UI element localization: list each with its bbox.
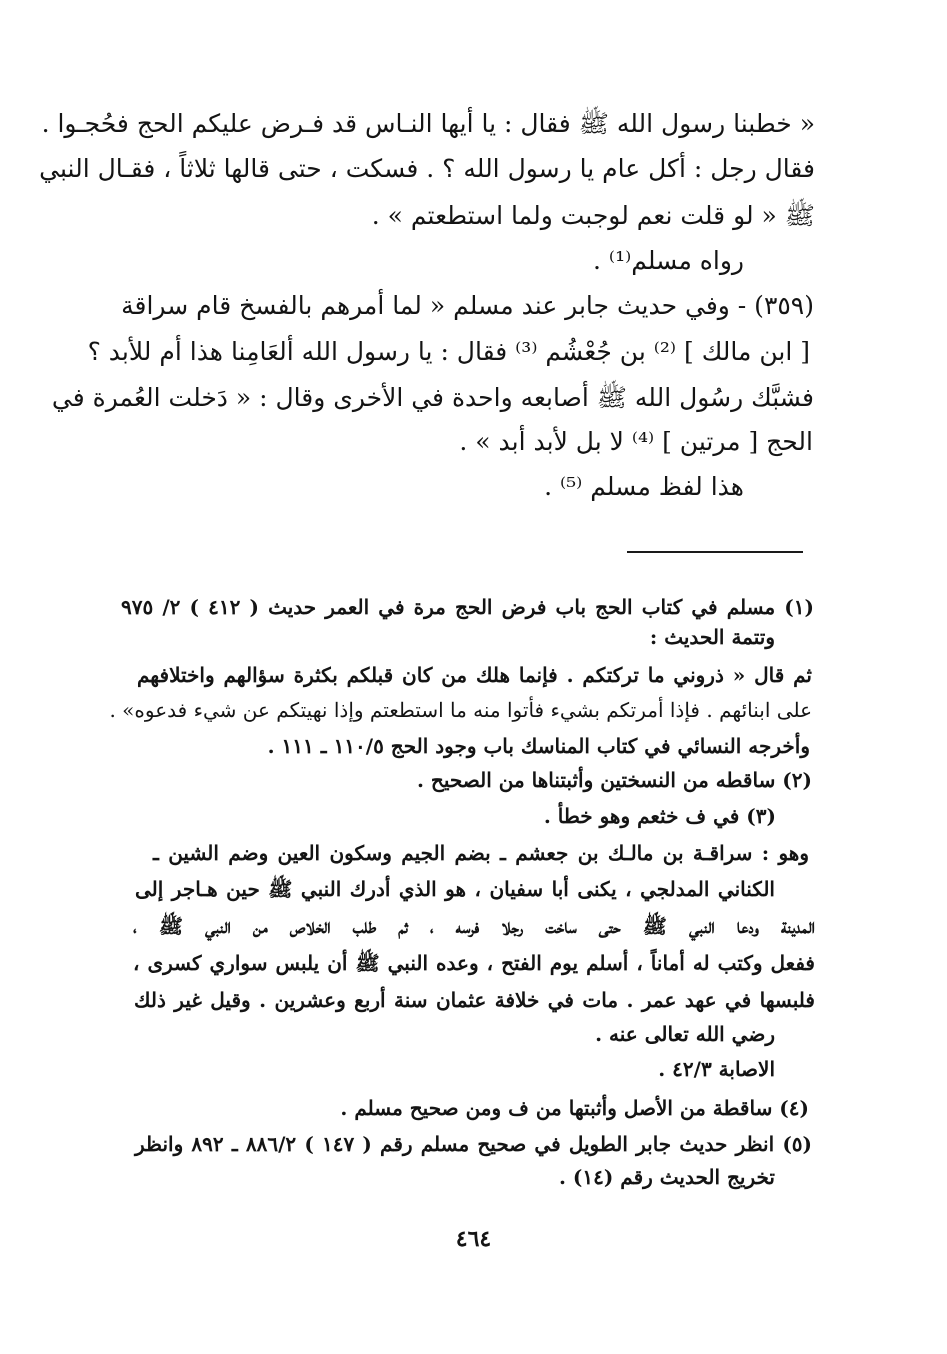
page-number: ٤٦٤ (455, 1226, 492, 1252)
footnote-3-line-1: (٣) في ف خثعم وهو خطأ . (543, 804, 776, 828)
footnote-3-line-3: الكناني المدلجي ، يكنى أبا سفيان ، هو الذي أدرك النبي ﷺ حين هـاجر إلى (135, 877, 775, 901)
body-line-6: [ ابن مالك ] ⁽²⁾ بن جُعْشُم ⁽³⁾ فقال : يا رسول الله ألعَامِنا هذا أم للأبد ؟ (87, 337, 810, 366)
footnote-3-line-5: ففعل وكتب له أماناً ، أسلم يوم الفتح ، وعده النبي ﷺ أن يلبس سواري كسرى ، (133, 951, 815, 975)
footnote-4: (٤) ساقطة من الأصل وأثبتها من ف ومن صحيح مسلم . (340, 1096, 809, 1120)
body-line-3: ﷺ « لو قلت نعم لوجبت ولما استطعتم » . (371, 201, 815, 230)
footnote-1-line-3: ثم قال « ذروني ما تركتكم . فإنما هلك من كان قبلكم بكثرة سؤالهم واختلافهم (137, 663, 812, 687)
body-line-5: (٣٥٩) - وفي حديث جابر عند مسلم « لما أمرهم بالفسخ قام سراقة (121, 291, 814, 320)
footnote-5-line-2: تخريج الحديث رقم (١٤) . (558, 1165, 775, 1189)
footnote-1-line-4: على ابنائهم . فإذا أمرتكم بشيء فأتوا منه ما استطعتم وإذا نهيتكم عن شيء فدعوه» . (109, 698, 812, 722)
footnote-1-line-2: وتتمة الحديث : (649, 625, 775, 649)
footnote-3-line-6: فلبسها في عهد عمر . مات في خلافة عثمان سنة أربع وعشرين . وقيل غير ذلك (134, 988, 815, 1012)
footnote-3-line-7: رضي الله تعالى عنه . (595, 1022, 775, 1046)
body-line-9: هذا لفظ مسلم ⁽⁵⁾ . (544, 472, 744, 501)
footnote-3-line-8: الاصابة ٤٢/٣ . (658, 1057, 775, 1081)
footnote-separator (627, 551, 803, 553)
footnote-1-line-5: وأخرجه النسائي في كتاب المناسك باب وجود الحج ١١٠/٥ ـ ١١١ . (267, 734, 810, 758)
footnote-5-line-1: (٥) انظر حديث جابر الطويل في صحيح مسلم رقم ( ١٤٧ ) ٨٨٦/٢ ـ ٨٩٢ وانظر (135, 1132, 812, 1156)
body-line-8: الحج [ مرتين ] ⁽⁴⁾ لا بل لأبد أبد » . (459, 427, 813, 456)
footnote-1-line-1: (١) مسلم في كتاب الحج باب فرض الحج مرة في العمر حديث ( ٤١٢ ) ٢/ ٩٧٥ (121, 595, 814, 619)
footnote-2: (٢) ساقطه من النسختين وأثبتناها من الصحيح . (416, 768, 812, 792)
body-line-4: رواه مسلم⁽¹⁾ . (593, 246, 744, 275)
footnote-3-line-2: وهو : سراقـة بن مالـك بن جعشم ـ بضم الجيم وسكون العين وضم الشين ـ (153, 841, 809, 865)
body-line-7: فشبَّك رسُول الله ﷺ أصابعه واحدة في الأخرى وقال : « دَخلت العُمرة في (51, 383, 814, 412)
body-line-2: فقال رجل : أكل عام يا رسول الله ؟ . فسكت ، حتى قالها ثلاثاً ، فقـال النبي (39, 154, 815, 183)
footnote-3-line-4: المدينة ودعا النبي ﷺ حتى ساخت رجلا فرسه ، ثم طلب الخلاص من النبي ﷺ ، (133, 914, 815, 938)
body-line-1: « خطبنا رسول الله ﷺ فقال : يا أيها النـاس قد فـرض عليكم الحج فحُجـوا . (41, 109, 815, 138)
